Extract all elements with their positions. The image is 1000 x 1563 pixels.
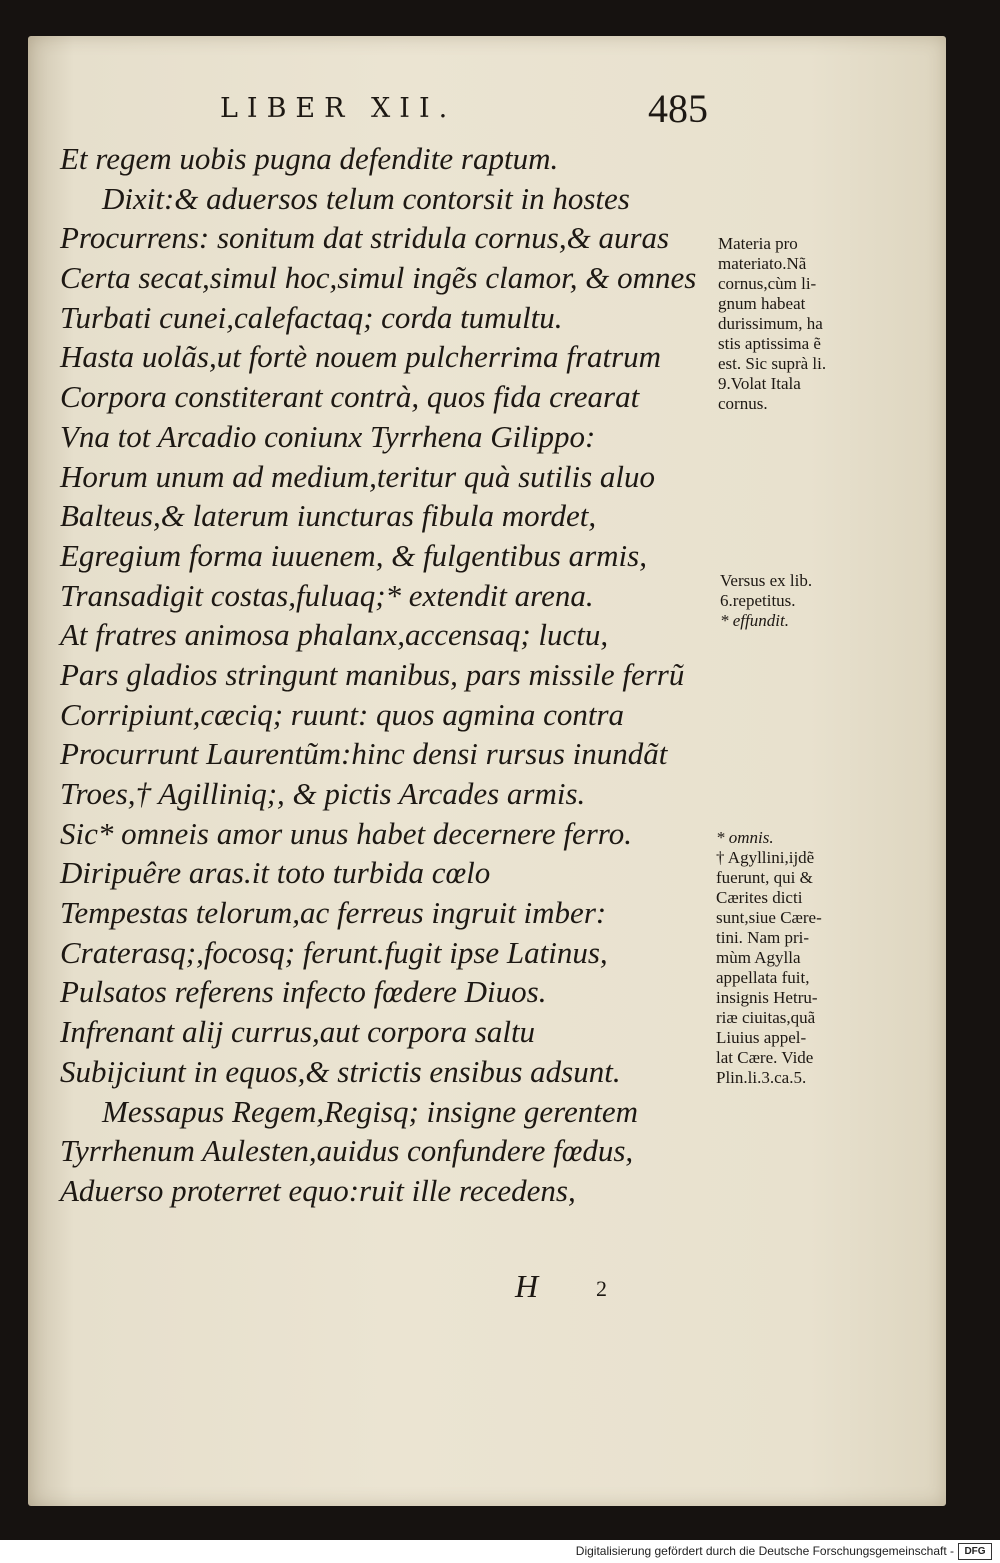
verse-line: Transadigit costas,fuluaq;* extendit arena. (60, 577, 594, 613)
margin-note-line: 9.Volat Itala (718, 374, 801, 393)
margin-note-line: gnum habeat (718, 294, 806, 313)
verse-line: Balteus,& laterum iuncturas fibula mordet, (60, 498, 597, 534)
margin-note-line: stis aptissima ẽ (718, 334, 821, 353)
margin-note-line: Liuius appel- (716, 1028, 807, 1047)
margin-note-line: * omnis. (716, 828, 774, 847)
verse-line: Et regem uobis pugna defendite raptum. (60, 141, 559, 176)
margin-note-line: Cærites dicti (716, 888, 803, 907)
verse-line: Messapus Regem,Regisq; insigne gerentem (102, 1093, 639, 1129)
verse-line: Corripiunt,cæciq; ruunt: quos agmina contra (60, 696, 625, 732)
funding-credit: Digitalisierung gefördert durch die Deutsche Forschungsgemeinschaft - (575, 1544, 954, 1558)
verse-line: Pulsatos referens infecto fœdere Diuos. (60, 974, 547, 1010)
verse-line: Infrenant alij currus,aut corpora saltu (60, 1014, 536, 1050)
margin-note-line: insignis Hetru- (716, 988, 818, 1007)
margin-note-line: † Agyllini,ijdẽ (716, 848, 815, 867)
verse-line: At fratres animosa phalanx,accensaq; luctu, (60, 617, 609, 653)
verse-line: Aduerso proterret equo:ruit ille recedens, (60, 1172, 576, 1208)
margin-note-line: Versus ex lib. (720, 571, 813, 590)
margin-note-line: fuerunt, qui & (716, 868, 813, 887)
verse-line: Procurrens: sonitum dat stridula cornus,& auras (60, 220, 670, 256)
verse-line: Diripuêre aras.it toto turbida cœlo (60, 855, 491, 891)
margin-note-line: 6.repetitus. (720, 591, 796, 610)
footer-bar (0, 1540, 1000, 1563)
margin-note-line: lat Cære. Vide (716, 1048, 814, 1067)
verse-line: Sic* omneis amor unus habet decernere ferro. (60, 815, 632, 851)
verse-line: Egregium forma iuuenem, & fulgentibus armis, (60, 537, 647, 573)
verse-text (60, 139, 720, 1211)
signature-number: 2 (596, 1276, 607, 1301)
margin-note-materia (718, 234, 868, 414)
verse-line: Dixit:& aduersos telum contorsit in hostes (102, 180, 630, 216)
signature-mark: H (515, 1268, 539, 1304)
verse-line: Pars gladios stringunt manibus, pars missile ferrũ (60, 656, 685, 692)
margin-note-line: cornus,cùm li- (718, 274, 817, 293)
verse-line: Troes,† Agilliniq;, & pictis Arcades armis. (60, 776, 586, 811)
verse-line: Hasta uolãs,ut fortè nouem pulcherrima fratrum (60, 339, 662, 375)
verse-line: Tempestas telorum,ac ferreus ingruit imber: (60, 895, 607, 931)
margin-note-line: durissimum, ha (718, 314, 823, 333)
verse-line: Vna tot Arcadio coniunx Tyrrhena Gilippo: (60, 418, 596, 454)
verse-line: Craterasq;,focosq; ferunt.fugit ipse Latinus, (60, 934, 608, 970)
dfg-logo: DFG (958, 1543, 992, 1560)
verse-line: Tyrrhenum Aulesten,auidus confundere fœdus, (60, 1133, 634, 1169)
margin-note-line: sunt,siue Cære- (716, 908, 822, 927)
verse-line: Corpora constiterant contrà, quos fida crearat (60, 379, 640, 415)
verse-line: Procurrunt Laurentũm:hinc densi rursus inundãt (60, 736, 668, 772)
margin-note-line: mùm Agylla (716, 948, 801, 967)
verse-line: Subijciunt in equos,& strictis ensibus adsunt. (60, 1053, 621, 1089)
verse-line: Turbati cunei,calefactaq; corda tumultu. (60, 299, 563, 335)
margin-note-agyllini (716, 828, 866, 1088)
margin-note-line: cornus. (718, 394, 768, 413)
running-title: LIBER XII. (220, 93, 457, 124)
margin-note-line: materiato.Nã (718, 254, 807, 273)
verse-line: Certa secat,simul hoc,simul ingẽs clamor, & omnes (60, 260, 697, 296)
margin-note-line: Materia pro (718, 234, 798, 253)
margin-note-line: est. Sic suprà li. (718, 354, 827, 373)
page-number: 485 (648, 86, 708, 131)
margin-note-line: Plin.li.3.ca.5. (716, 1068, 807, 1087)
verse-line: Horum unum ad medium,teritur quà sutilis aluo (60, 458, 656, 494)
margin-note-line: * effundit. (720, 611, 789, 630)
margin-note-versus (720, 571, 870, 631)
margin-note-line: appellata fuit, (716, 968, 810, 987)
margin-note-line: riæ ciuitas,quã (716, 1008, 816, 1027)
margin-note-line: tini. Nam pri- (716, 928, 810, 947)
